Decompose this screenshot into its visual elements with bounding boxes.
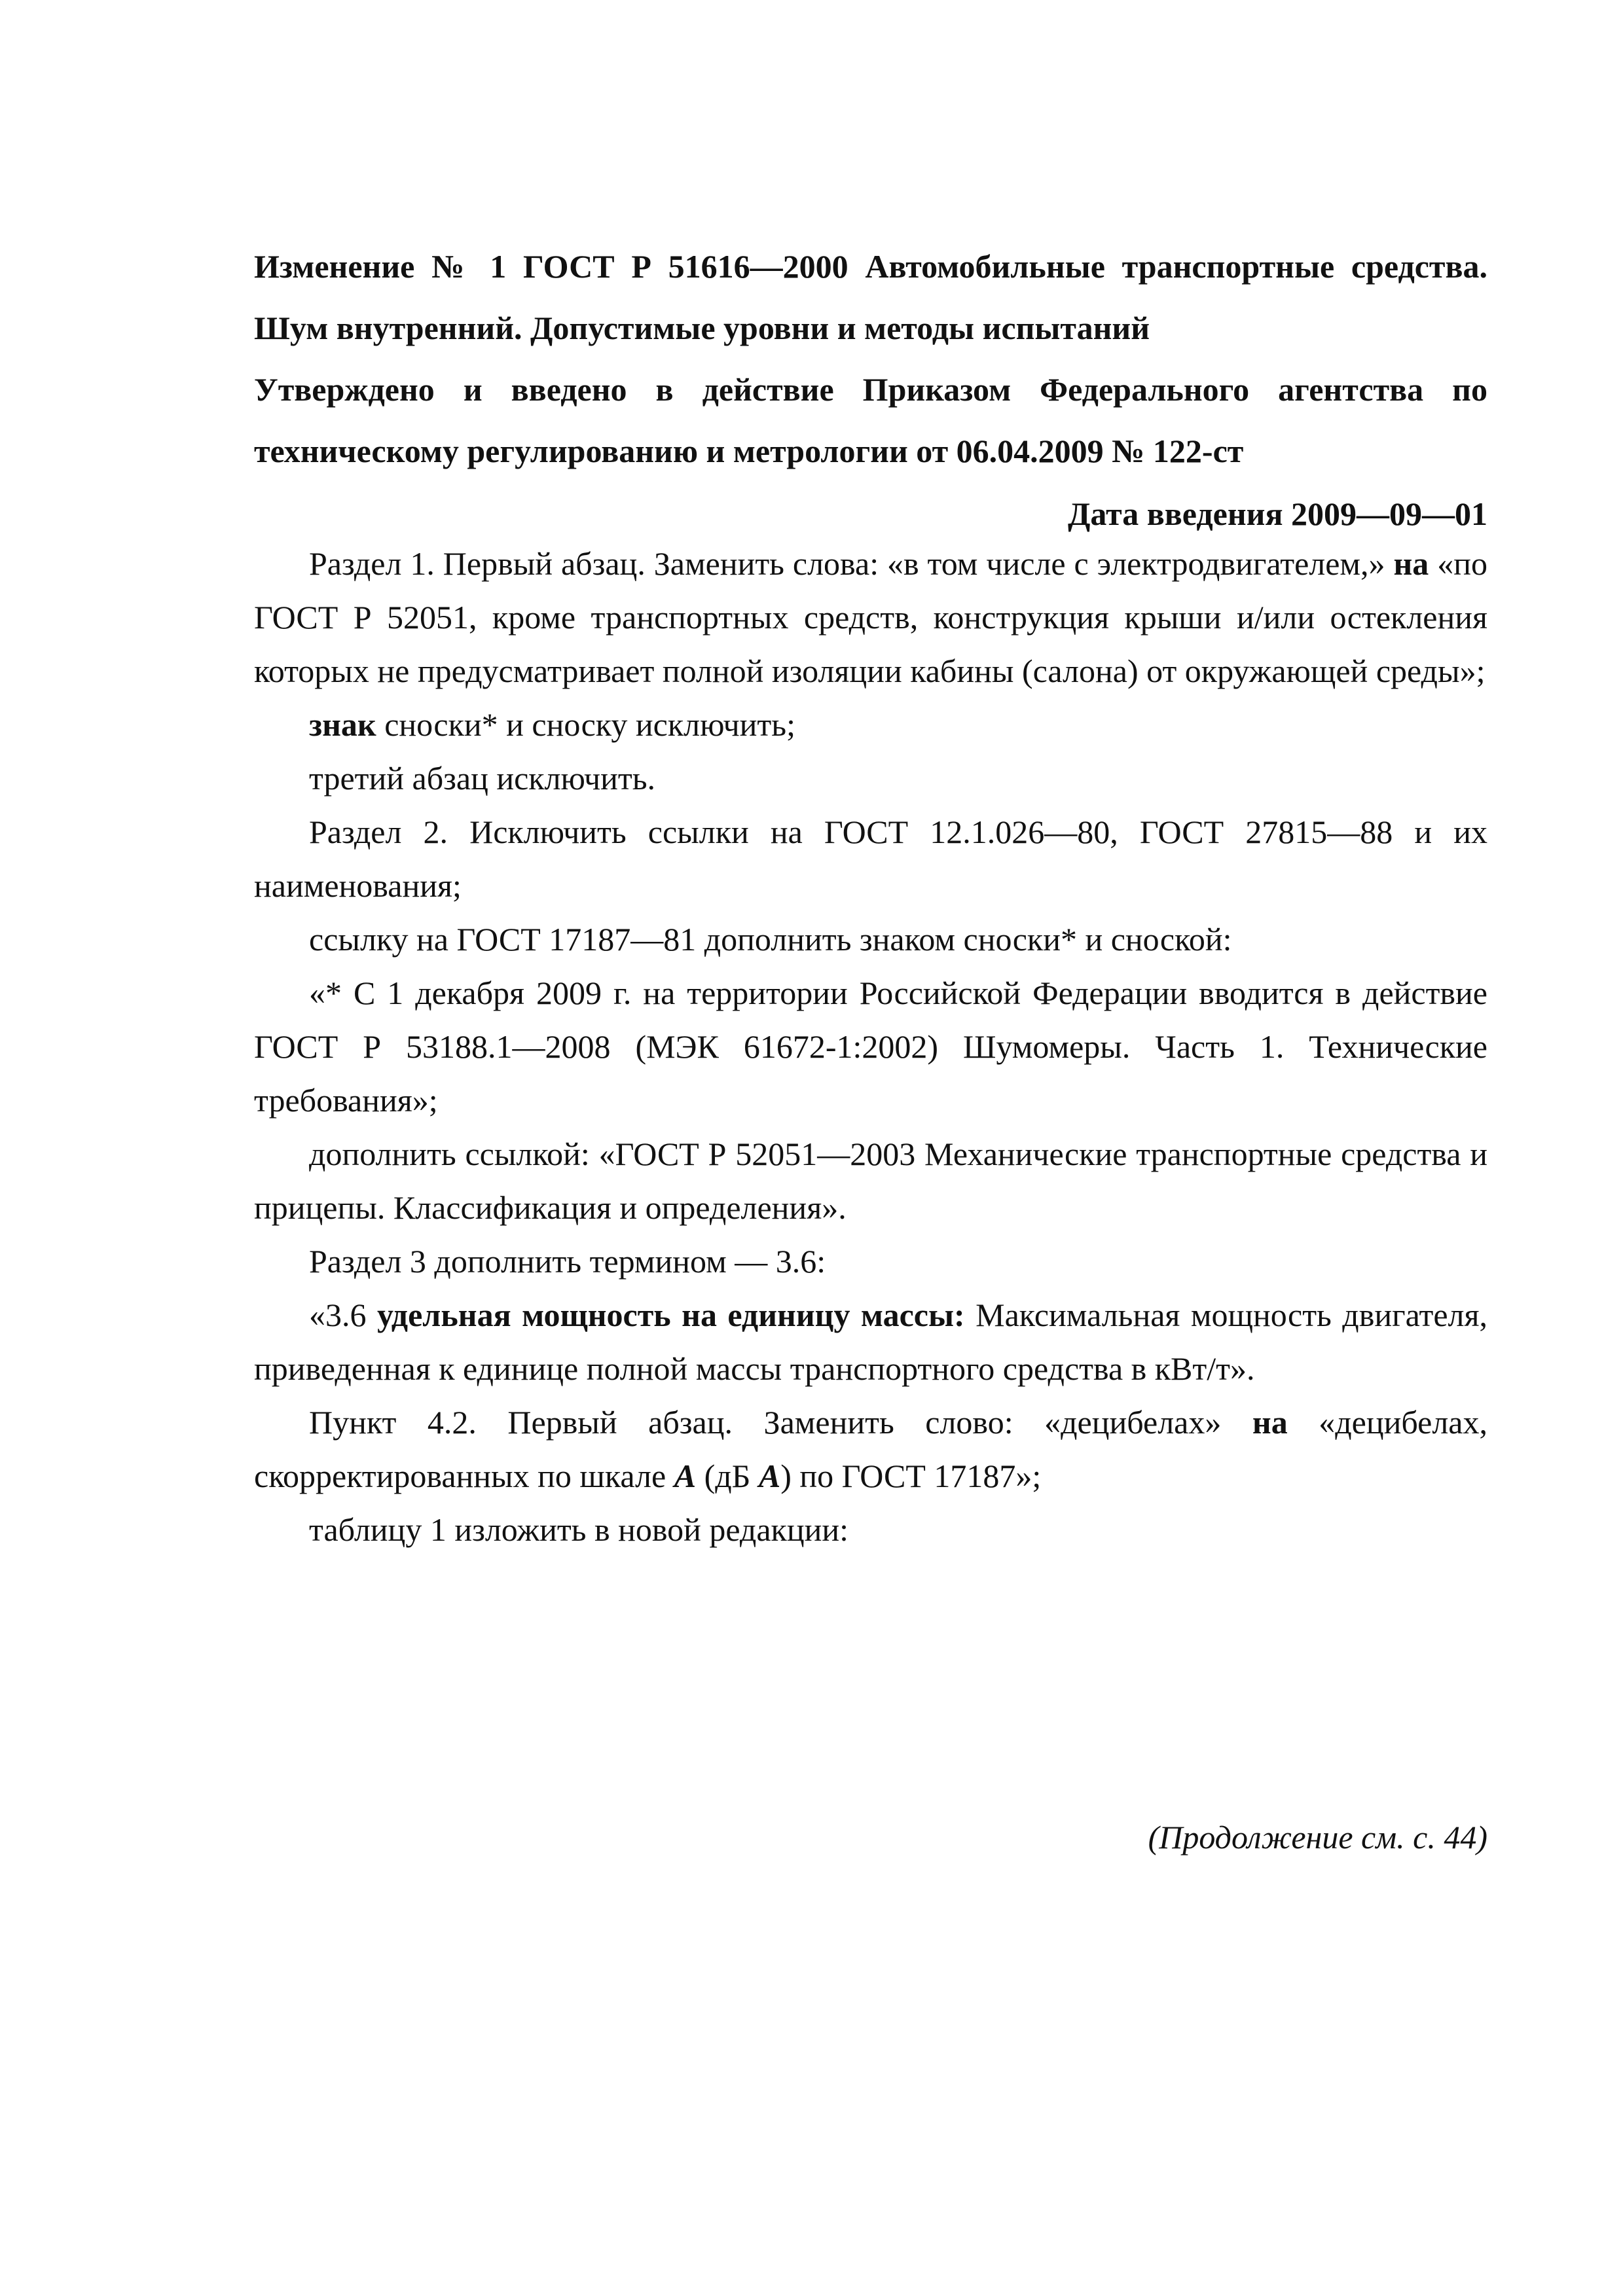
paragraph-section-1: Раздел 1. Первый абзац. Заменить слова: «в том числе с электродвигателем,» на «по ГОСТ Р 52051, кроме транспортных средств, конструкция крыши и/или остекления которых не предусматривает полной изоляции кабины (салона) от окружающей среды»; (254, 545, 1487, 689)
paragraph-reference-footnote: ссылку на ГОСТ 17187—81 дополнить знаком сноски* и сноской: (309, 921, 1232, 958)
amendment-header (254, 236, 1487, 545)
continuation-note: (Продолжение см. с. 44) (1148, 1819, 1487, 1856)
amendment-title: Изменение № 1 ГОСТ Р 51616—2000 Автомобильные транспортные средства. Шум внутренний. Допустимые уровни и методы испытаний (254, 248, 1487, 346)
paragraph-footnote-removal: знак сноски* и сноску исключить; (309, 706, 795, 743)
effective-date: Дата введения 2009—09—01 (1068, 495, 1487, 532)
approval-statement: Утверждено и введено в действие Приказом Федерального агентства по техническому регулированию и метрологии от 06.04.2009 № 122-ст (254, 371, 1487, 469)
paragraph-footnote-text: «* С 1 декабря 2009 г. на территории Российской Федерации вводится в действие ГОСТ Р 53188.1—2008 (МЭК 61672-1:2002) Шумомеры. Часть 1. Технические требования»; (254, 975, 1487, 1119)
paragraph-third-removal: третий абзац исключить. (309, 760, 656, 797)
paragraph-term-3-6: «3.6 удельная мощность на единицу массы: Максимальная мощность двигателя, приведенная к единице полной массы транспортного средства в кВт/т». (254, 1297, 1487, 1387)
paragraph-table-1: таблицу 1 изложить в новой редакции: (309, 1511, 848, 1548)
paragraph-section-3: Раздел 3 дополнить термином — 3.6: (309, 1243, 826, 1280)
paragraph-section-2: Раздел 2. Исключить ссылки на ГОСТ 12.1.026—80, ГОСТ 27815—88 и их наименования; (254, 814, 1487, 904)
paragraph-add-reference: дополнить ссылкой: «ГОСТ Р 52051—2003 Механические транспортные средства и прицепы. Классификация и определения». (254, 1136, 1487, 1226)
paragraph-clause-4-2: Пункт 4.2. Первый абзац. Заменить слово: «децибелах» на «децибелах, скорректированных по шкале А (дБ А) по ГОСТ 17187»; (254, 1404, 1487, 1494)
amendment-body (254, 537, 1487, 1556)
